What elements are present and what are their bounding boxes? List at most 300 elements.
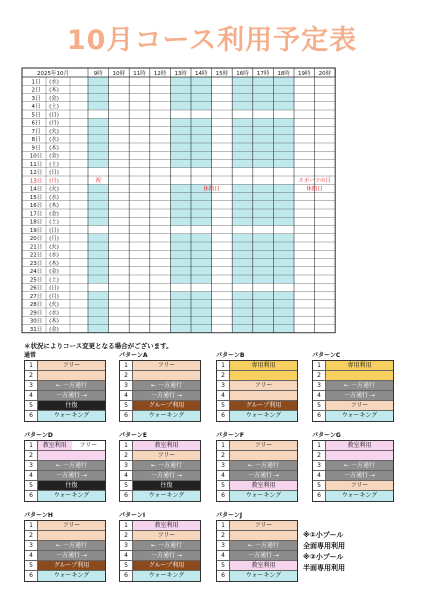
walk-shade (170, 308, 191, 316)
lane-number: 3 (120, 461, 133, 470)
lane-usage: ← 一方通行 (133, 381, 200, 390)
walk-shade (232, 77, 253, 85)
walk-shade (88, 325, 109, 333)
lane-list (216, 440, 298, 502)
lane-usage: 教室利用 (326, 441, 393, 450)
lane-row (25, 471, 105, 481)
lane-number: 4 (313, 471, 326, 480)
lane-usage: ← 一方通行 (230, 461, 297, 470)
walk-shade (170, 135, 191, 143)
lane-number: 3 (120, 541, 133, 550)
walk-shade (191, 316, 212, 324)
lane-number: 1 (313, 361, 326, 370)
weekday-label: (水) (49, 79, 59, 86)
weekday-label: (月) (49, 178, 59, 185)
walk-shade (170, 300, 191, 308)
lane-row (313, 411, 393, 421)
weekday-label: (日) (49, 112, 59, 119)
lane-usage (38, 371, 105, 380)
walk-shade (253, 85, 274, 93)
pattern-name: パターンJ (216, 512, 243, 519)
walk-shade (170, 201, 191, 209)
walk-shade (88, 201, 109, 209)
lane-number: 1 (313, 441, 326, 450)
walk-shade (88, 85, 109, 93)
weekday-label: (火) (49, 302, 59, 309)
lane-row (313, 481, 393, 491)
walk-shade (232, 160, 253, 168)
walk-shade (170, 209, 191, 217)
lane-number: 6 (217, 411, 230, 421)
day-label: 1日 (31, 79, 41, 86)
lane-row (217, 571, 297, 581)
lane-row (217, 561, 297, 571)
lane-number: 4 (217, 471, 230, 480)
lane-list (216, 360, 298, 422)
lane-number: 2 (217, 451, 230, 460)
walk-shade (253, 151, 274, 159)
lane-number: 5 (120, 401, 133, 410)
lane-row (217, 371, 297, 381)
day-label: 8日 (31, 137, 41, 144)
pattern-name: パターンH (24, 512, 53, 519)
weekday-label: (日) (49, 170, 59, 177)
lane-row (217, 451, 297, 461)
lane-number: 2 (217, 371, 230, 380)
walk-shade (253, 259, 274, 267)
lane-number: 2 (120, 531, 133, 540)
weekday-label: (木) (49, 260, 59, 267)
lane-number: 5 (217, 561, 230, 570)
walk-shade (170, 193, 191, 201)
lane-row (25, 411, 105, 421)
walk-shade (273, 259, 294, 267)
walk-shade (88, 160, 109, 168)
walk-shade (232, 267, 253, 275)
walk-shade (191, 308, 212, 316)
pattern-name: パターンI (119, 512, 146, 519)
hour-label: 13時 (174, 70, 187, 77)
lane-row (25, 391, 105, 401)
lane-usage: 教室利用 (133, 521, 200, 530)
lane-usage: フリー (133, 531, 200, 540)
lane-usage: フリー (326, 481, 393, 490)
lane-usage: グループ利用 (230, 401, 297, 410)
walk-shade (253, 135, 274, 143)
lane-number: 6 (120, 491, 133, 501)
lane-number: 1 (217, 521, 230, 530)
day-label: 15日 (29, 194, 43, 201)
walk-shade (88, 118, 109, 126)
day-label: 24日 (29, 269, 43, 276)
walk-shade (232, 184, 253, 192)
walk-shade (170, 77, 191, 85)
lane-usage: フリー (326, 401, 393, 410)
lane-row (25, 381, 105, 391)
pattern-name: パターンB (216, 352, 245, 359)
lane-number: 3 (217, 461, 230, 470)
hour-label: 19時 (298, 70, 311, 77)
lane-number: 1 (25, 521, 38, 530)
lane-number: 5 (313, 401, 326, 410)
lane-number: 3 (120, 381, 133, 390)
lane-row (120, 441, 200, 451)
day-label: 20日 (29, 236, 43, 243)
day-label: 3日 (31, 95, 41, 102)
lane-usage: 専用利用 (230, 361, 297, 370)
walk-shade (191, 143, 212, 151)
pattern-name: パターンA (119, 352, 148, 359)
lane-row (313, 471, 393, 481)
walk-shade (88, 267, 109, 275)
walk-shade (273, 300, 294, 308)
day-label: 14日 (29, 186, 43, 193)
walk-shade (253, 316, 274, 324)
lane-number: 2 (217, 531, 230, 540)
walk-shade (191, 160, 212, 168)
lane-number: 4 (217, 391, 230, 400)
legend-line: 全面専用利用 (303, 542, 345, 550)
lane-usage (38, 451, 105, 460)
lane-row (120, 551, 200, 561)
lane-usage: フリー (133, 451, 200, 460)
day-label: 27日 (29, 293, 43, 300)
lane-number: 1 (217, 441, 230, 450)
walk-shade (191, 102, 212, 110)
walk-shade (273, 151, 294, 159)
lane-usage: フリー (230, 521, 297, 530)
lane-number: 6 (313, 491, 326, 501)
weekday-label: (火) (49, 186, 59, 193)
lane-number: 6 (120, 571, 133, 581)
weekday-label: (土) (49, 219, 59, 226)
day-label: 9日 (31, 145, 41, 152)
walk-shade (191, 325, 212, 333)
walk-shade (273, 292, 294, 300)
weekday-label: (木) (49, 318, 59, 325)
lane-number: 1 (25, 441, 38, 450)
lane-usage: 一方通行 → (326, 391, 393, 400)
day-label: 28日 (29, 302, 43, 309)
lane-usage-main: 教室利用 (42, 442, 67, 449)
lane-usage: ウォーキング (230, 411, 297, 421)
lane-row (217, 491, 297, 501)
lane-row (120, 391, 200, 401)
walk-shade (273, 127, 294, 135)
lane-number: 4 (25, 471, 38, 480)
lane-usage: 往復 (133, 481, 200, 490)
day-label: 30日 (29, 318, 43, 325)
hour-label: 14時 (195, 70, 208, 77)
walk-shade (253, 94, 274, 102)
walk-shade (253, 118, 274, 126)
walk-shade (253, 209, 274, 217)
walk-shade (273, 242, 294, 250)
walk-shade (88, 217, 109, 225)
walk-shade (88, 193, 109, 201)
lane-usage: ウォーキング (133, 571, 200, 581)
walk-shade (170, 275, 191, 283)
lane-number: 5 (25, 401, 38, 410)
lane-row (313, 371, 393, 381)
lane-usage: ← 一方通行 (133, 541, 200, 550)
walk-shade (191, 275, 212, 283)
weekday-label: (金) (49, 211, 59, 218)
lane-usage: ウォーキング (230, 491, 297, 501)
walk-shade (88, 234, 109, 242)
lane-number: 6 (120, 411, 133, 421)
lane-row (25, 401, 105, 411)
walk-shade (273, 94, 294, 102)
hour-label: 12時 (153, 70, 167, 77)
walk-shade (232, 308, 253, 316)
walk-shade (191, 217, 212, 225)
walk-shade (253, 184, 274, 192)
lane-number: 2 (120, 451, 133, 460)
holiday-label: スポーツの日 (298, 178, 331, 185)
lane-usage: ← 一方通行 (326, 461, 393, 470)
lane-usage: フリー (230, 381, 297, 390)
walk-shade (253, 308, 274, 316)
walk-shade (191, 94, 212, 102)
day-label: 21日 (29, 244, 43, 251)
day-label: 25日 (29, 277, 43, 284)
lane-number: 2 (120, 371, 133, 380)
hour-label: 10時 (112, 70, 126, 77)
lane-row (313, 451, 393, 461)
walk-shade (273, 201, 294, 209)
lane-number: 5 (25, 481, 38, 490)
walk-shade (232, 85, 253, 93)
lane-row (25, 531, 105, 541)
lane-number: 5 (120, 481, 133, 490)
walk-shade (273, 209, 294, 217)
walk-shade (273, 308, 294, 316)
holiday-label: 休館日 (306, 186, 323, 193)
lane-number: 6 (25, 411, 38, 421)
lane-row (120, 481, 200, 491)
day-label: 12日 (29, 170, 43, 177)
lane-number: 2 (313, 451, 326, 460)
lane-number: 1 (217, 361, 230, 370)
pattern-card (216, 432, 298, 502)
pattern-card (216, 352, 298, 422)
legend-line: ※②小プール (303, 553, 344, 561)
lane-usage (38, 441, 105, 450)
pattern-name: パターンF (216, 432, 244, 439)
walk-shade (88, 316, 109, 324)
walk-shade (273, 234, 294, 242)
walk-shade (232, 242, 253, 250)
lane-number: 4 (25, 551, 38, 560)
walk-shade (232, 127, 253, 135)
lane-row (25, 541, 105, 551)
lane-usage: 一方通行 → (230, 551, 297, 560)
lane-number: 4 (120, 471, 133, 480)
lane-row (120, 571, 200, 581)
lane-row (217, 481, 297, 491)
walk-shade (253, 275, 274, 283)
walk-shade (273, 184, 294, 192)
lane-number: 5 (120, 561, 133, 570)
holiday-label: 休館日 (203, 186, 220, 193)
lane-row (313, 441, 393, 451)
lane-usage: ウォーキング (133, 411, 200, 421)
walk-shade (191, 77, 212, 85)
hour-label: 18時 (277, 70, 290, 77)
holiday-label: 祝 (95, 178, 102, 185)
weekday-label: (月) (49, 120, 59, 127)
day-label: 11日 (29, 161, 43, 168)
lane-number: 2 (25, 531, 38, 540)
walk-shade (170, 94, 191, 102)
weekday-label: (木) (49, 87, 59, 94)
lane-row (313, 491, 393, 501)
lane-row (25, 571, 105, 581)
lane-list (24, 360, 106, 422)
lane-row (25, 551, 105, 561)
lane-list (119, 520, 201, 582)
lane-row (120, 471, 200, 481)
walk-shade (170, 85, 191, 93)
walk-shade (232, 300, 253, 308)
weekday-label: (火) (49, 128, 59, 135)
walk-shade (191, 209, 212, 217)
lane-usage: 一方通行 → (326, 471, 393, 480)
walk-shade (88, 102, 109, 110)
lane-usage: ← 一方通行 (133, 461, 200, 470)
walk-shade (232, 151, 253, 159)
day-label: 13日 (29, 178, 43, 185)
walk-shade (170, 184, 191, 192)
walk-shade (253, 77, 274, 85)
walk-shade (253, 143, 274, 151)
pattern-name: パターンD (24, 432, 53, 439)
walk-shade (232, 259, 253, 267)
pattern-card (24, 512, 106, 582)
walk-shade (88, 94, 109, 102)
hour-label: 15時 (215, 70, 229, 77)
walk-shade (170, 325, 191, 333)
lane-number: 6 (217, 571, 230, 581)
hour-label: 17時 (256, 70, 270, 77)
pattern-card (24, 432, 106, 502)
walk-shade (273, 77, 294, 85)
lane-usage (230, 531, 297, 540)
walk-shade (253, 234, 274, 242)
walk-shade (232, 94, 253, 102)
lane-usage: 一方通行 → (38, 551, 105, 560)
lane-list (312, 360, 394, 422)
lane-row (25, 461, 105, 471)
legend-line: 半面専用利用 (303, 564, 345, 572)
notice-text: ＊状況によりコース変更となる場合がございます。 (24, 342, 173, 350)
lane-number: 4 (120, 551, 133, 560)
lane-number: 2 (25, 451, 38, 460)
lane-usage (230, 371, 297, 380)
lane-usage: ウォーキング (133, 491, 200, 501)
walk-shade (253, 300, 274, 308)
lane-row (120, 361, 200, 371)
lane-row (313, 391, 393, 401)
lane-usage (326, 451, 393, 460)
walk-shade (170, 127, 191, 135)
lane-usage: 一方通行 → (230, 471, 297, 480)
day-label: 6日 (31, 120, 41, 127)
lane-row (217, 551, 297, 561)
lane-usage (230, 451, 297, 460)
lane-usage: 一方通行 → (38, 471, 105, 480)
walk-shade (170, 292, 191, 300)
weekday-label: (水) (49, 194, 59, 201)
walk-shade (273, 160, 294, 168)
walk-shade (191, 85, 212, 93)
hour-label: 20時 (318, 70, 332, 77)
lane-list (119, 440, 201, 502)
hour-label: 9時 (93, 70, 103, 77)
lane-usage (38, 531, 105, 540)
walk-shade (273, 217, 294, 225)
walk-shade (232, 275, 253, 283)
lane-usage: 往復 (38, 401, 105, 410)
walk-shade (253, 127, 274, 135)
lane-row (120, 561, 200, 571)
lane-usage (230, 391, 297, 400)
lane-usage: 教室利用 (230, 481, 297, 490)
pattern-card (119, 432, 201, 502)
walk-shade (253, 160, 274, 168)
lane-usage: ウォーキング (326, 491, 393, 501)
lane-usage (326, 371, 393, 380)
day-label: 17日 (29, 211, 43, 218)
walk-shade (170, 259, 191, 267)
lane-list (24, 440, 106, 502)
walk-shade (273, 118, 294, 126)
walk-shade (191, 135, 212, 143)
walk-shade (191, 193, 212, 201)
header-month: 2025年10月 (37, 70, 69, 77)
walk-shade (191, 267, 212, 275)
lane-row (120, 531, 200, 541)
walk-shade (191, 259, 212, 267)
lane-row (120, 461, 200, 471)
hour-label: 16時 (236, 70, 249, 77)
lane-usage: 一方通行 → (38, 391, 105, 400)
weekday-label: (金) (49, 326, 59, 333)
walk-shade (88, 308, 109, 316)
lane-row (217, 391, 297, 401)
lane-number: 3 (25, 461, 38, 470)
lane-usage: ← 一方通行 (230, 541, 297, 550)
lane-row (217, 541, 297, 551)
lane-usage (133, 371, 200, 380)
walk-shade (191, 292, 212, 300)
walk-shade (170, 143, 191, 151)
lane-usage: 専用利用 (326, 361, 393, 370)
walk-shade (170, 102, 191, 110)
walk-shade (88, 151, 109, 159)
walk-shade (88, 275, 109, 283)
lane-row (120, 401, 200, 411)
walk-shade (232, 143, 253, 151)
lane-usage: ウォーキング (326, 411, 393, 421)
lane-row (217, 361, 297, 371)
walk-shade (170, 242, 191, 250)
lane-usage: ← 一方通行 (38, 541, 105, 550)
lane-number: 3 (25, 381, 38, 390)
walk-shade (170, 151, 191, 159)
walk-shade (273, 102, 294, 110)
